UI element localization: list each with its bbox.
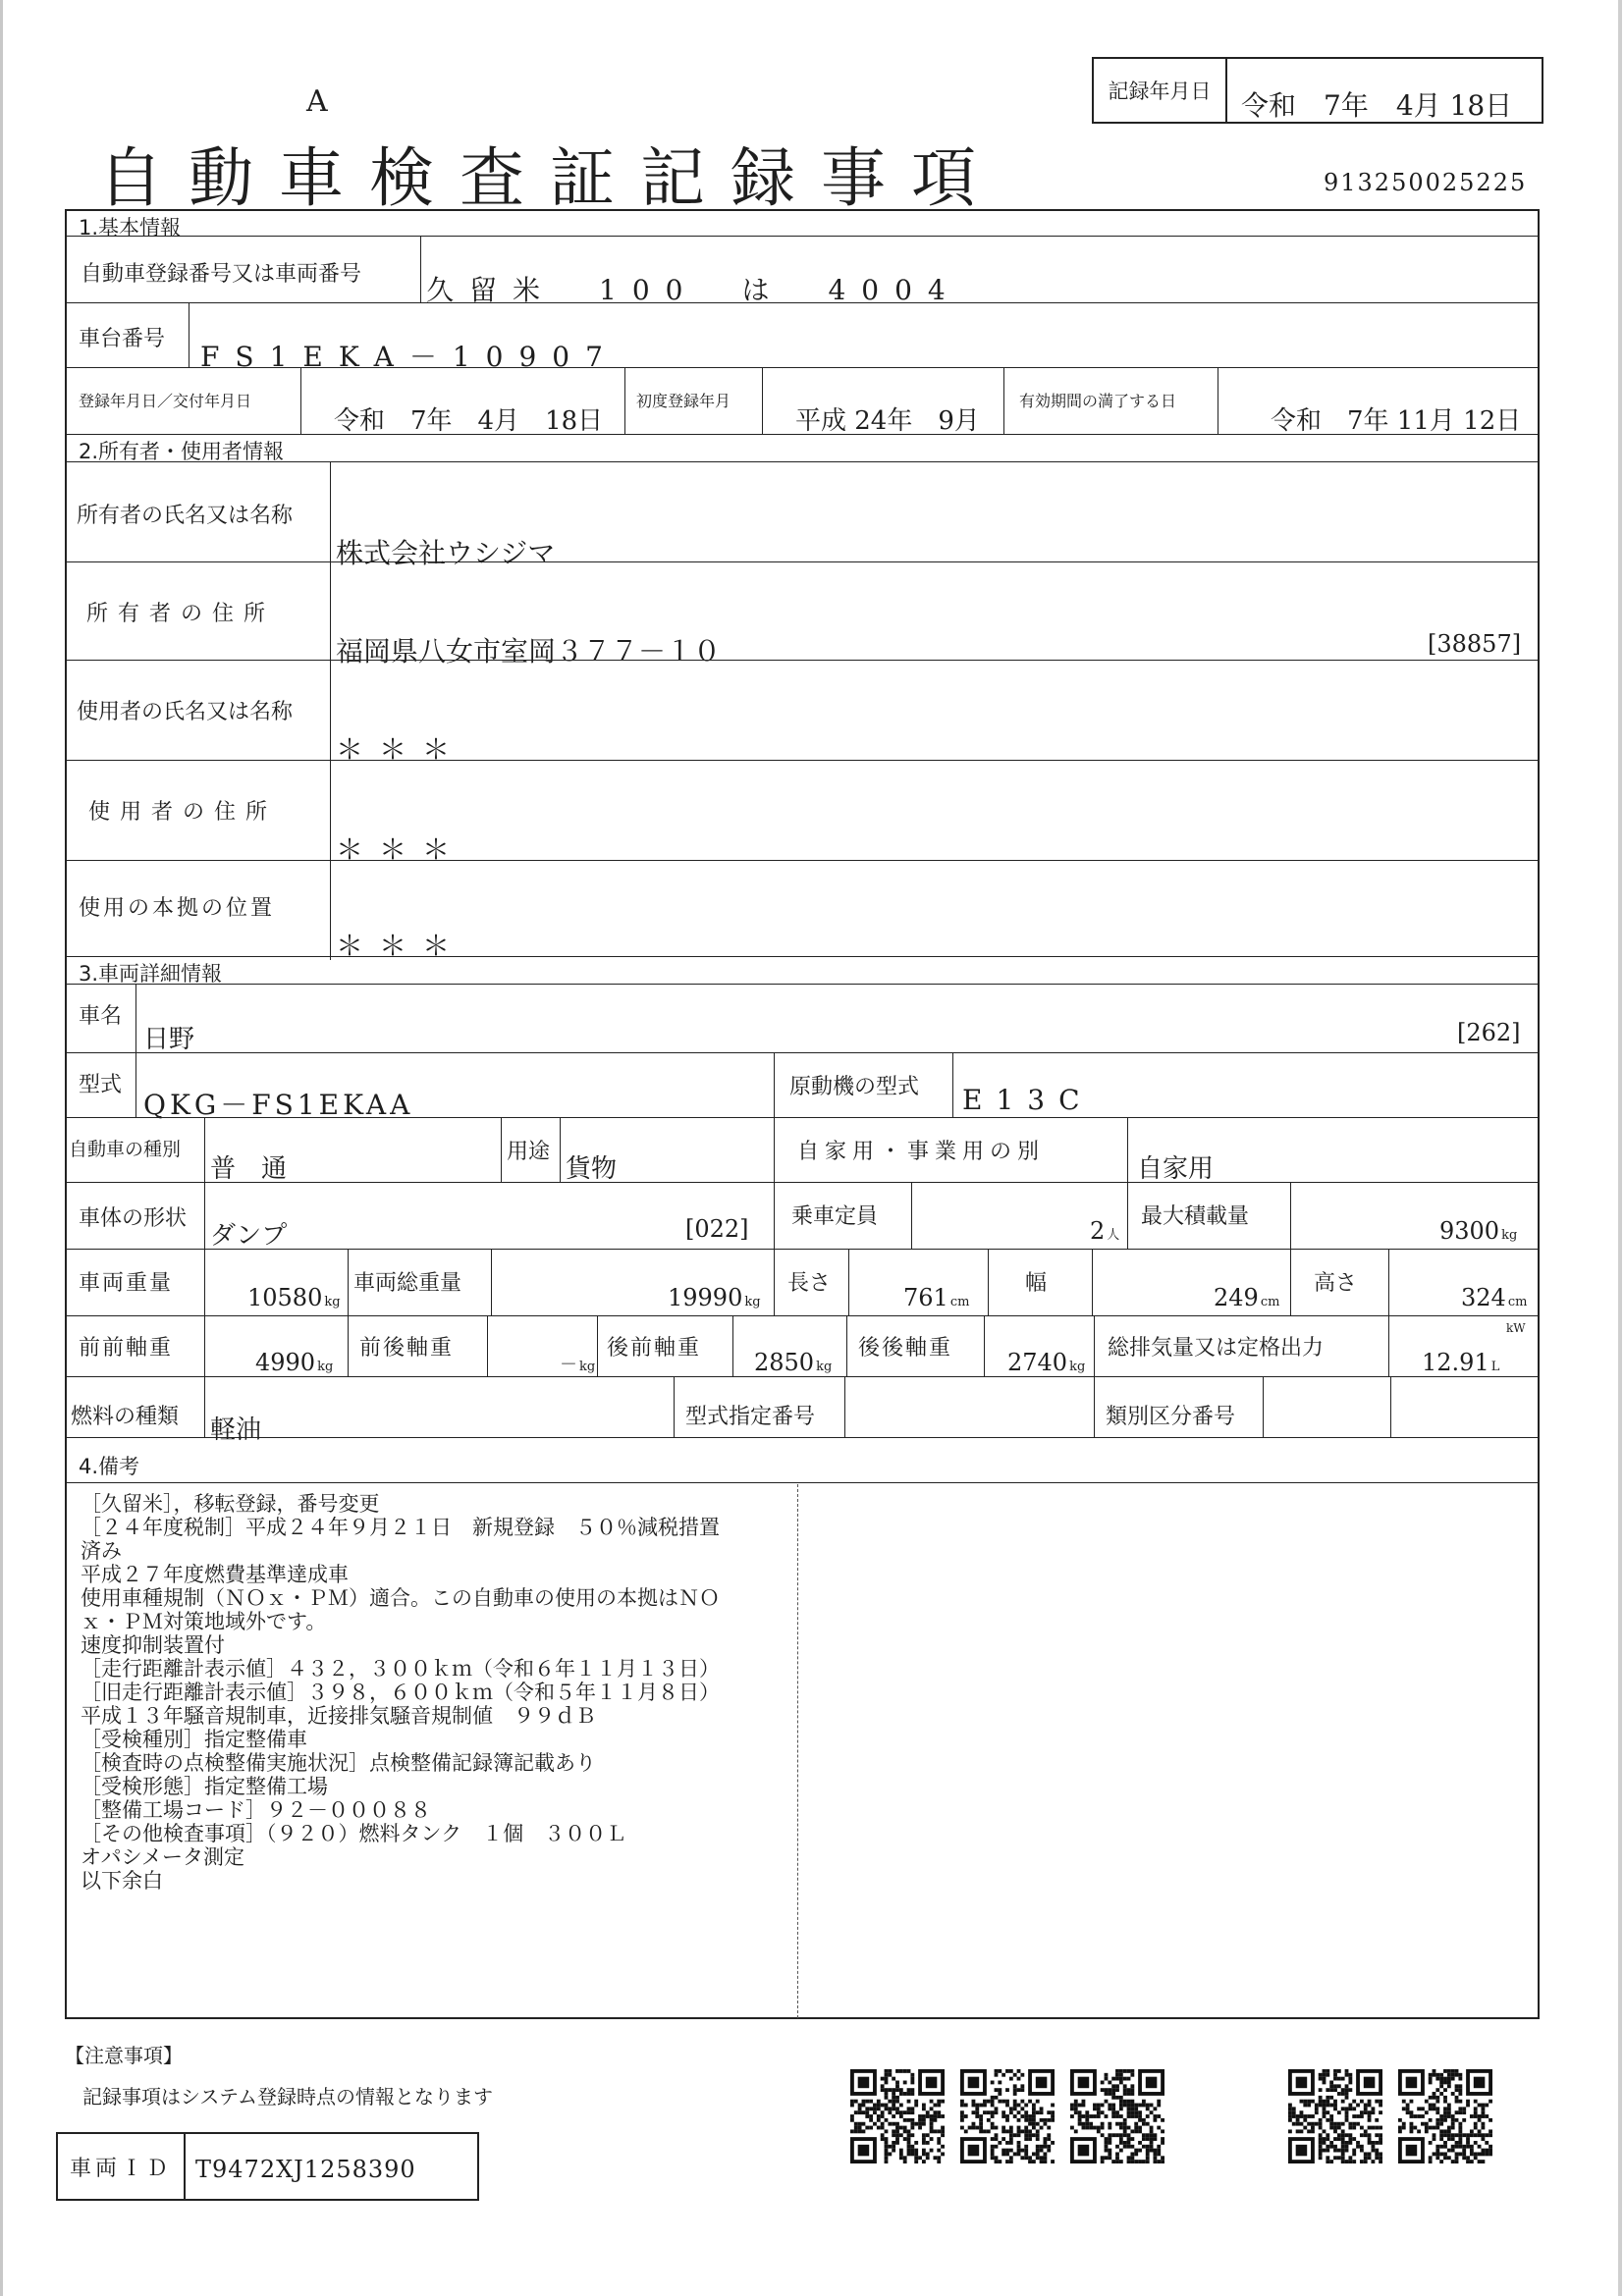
gross-weight-label: 車両総重量	[353, 1271, 462, 1296]
displacement-unit: L	[1490, 1360, 1500, 1374]
rear-rear-axle-unit: kg	[1069, 1360, 1086, 1374]
section-remarks-title: 4.備考	[79, 1455, 140, 1478]
cell-border	[487, 1315, 488, 1376]
displacement-value: 12.91	[1422, 1349, 1489, 1376]
make-label: 車名	[79, 1004, 123, 1029]
remark-line: ｘ・ＰＭ対策地域外です。	[81, 1610, 327, 1633]
rear-rear-axle-value: 2740	[1007, 1349, 1068, 1376]
row-divider	[65, 1376, 1540, 1377]
section-divider	[65, 236, 1540, 237]
remark-line: ［久留米］，移転登録，番号変更	[81, 1492, 380, 1516]
engine-model-value: E13C	[962, 1084, 1094, 1116]
height-value-cell	[1461, 1284, 1527, 1311]
gross-weight-value: 19990	[668, 1284, 743, 1311]
cell-border	[135, 984, 136, 1052]
cell-border	[624, 367, 625, 434]
remark-line: ［整備工場コード］９２－０００８８	[81, 1798, 431, 1822]
cell-border	[846, 1315, 847, 1376]
body-shape-label: 車体の形状	[79, 1206, 188, 1231]
width-value-cell	[1214, 1284, 1279, 1311]
user-name-value: ＊＊＊	[336, 733, 466, 766]
vehicle-id-box	[56, 2132, 479, 2201]
page-edge	[0, 0, 3, 2296]
cell-border	[774, 1182, 775, 1249]
remark-line: 使用車種規制（ＮＯｘ・ＰＭ）適合。この自動車の使用の本拠はＮＯ	[81, 1586, 720, 1610]
cell-border	[135, 1052, 136, 1117]
cell-border	[1127, 1117, 1128, 1182]
remark-line: 以下余白	[81, 1869, 163, 1893]
base-location-label: 使用の本拠の位置	[79, 896, 276, 921]
rear-rear-axle-value-cell	[1007, 1349, 1085, 1376]
vehicle-weight-value: 10580	[247, 1284, 323, 1311]
registration-number-label: 自動車登録番号又は車両番号	[81, 262, 362, 287]
cell-border	[204, 1315, 205, 1376]
notice-title: 【注意事項】	[65, 2044, 183, 2067]
owner-address-code: [38857]	[1428, 630, 1522, 658]
row-divider	[65, 367, 1540, 368]
page-title: 自動車検査証記録事項	[98, 140, 1001, 216]
section-divider	[65, 461, 1540, 462]
section-divider	[65, 984, 1540, 985]
cell-border	[560, 1117, 561, 1182]
front-rear-axle-value-cell	[560, 1351, 595, 1376]
front-rear-axle-value: －	[560, 1355, 577, 1375]
length-value: 761	[903, 1284, 948, 1311]
cell-border	[501, 1117, 502, 1182]
remark-line: ［受検形態］指定整備工場	[81, 1775, 328, 1798]
user-address-value: ＊＊＊	[336, 833, 466, 866]
owner-address-value: 福岡県八女市室岡３７７－１０	[336, 635, 722, 667]
form-mark: A	[306, 84, 328, 119]
cell-border	[420, 236, 421, 302]
cell-border	[732, 1315, 733, 1376]
section-divider	[65, 956, 1540, 957]
remark-line: ［旧走行距離計表示値］３９８，６００ｋｍ（令和５年１１月８日）	[81, 1681, 720, 1704]
length-unit: cm	[949, 1295, 970, 1309]
registration-date-value: 令和 7年 4月 18日	[334, 406, 604, 436]
qr-code-icon	[960, 2069, 1055, 2163]
row-divider	[65, 860, 1540, 861]
body-shape-code: [022]	[685, 1215, 749, 1243]
user-address-label: 使用者の住所	[88, 800, 278, 825]
front-rear-axle-label: 前後軸重	[359, 1336, 455, 1361]
model-label: 型式	[79, 1073, 123, 1097]
rear-front-axle-value-cell	[754, 1349, 832, 1376]
vehicle-type-value: 普 通	[210, 1154, 288, 1184]
cell-border	[774, 1052, 775, 1117]
cell-border	[1092, 1249, 1093, 1315]
cell-border	[204, 1117, 205, 1182]
cell-border	[848, 1249, 849, 1315]
front-front-axle-label: 前前軸重	[79, 1336, 174, 1361]
cell-border	[844, 1376, 845, 1437]
record-date-label: 記録年月日	[1094, 59, 1227, 122]
vehicle-weight-label: 車両重量	[79, 1271, 174, 1296]
vehicle-id-label: 車両ＩＤ	[58, 2134, 186, 2199]
qr-code-icon	[850, 2069, 945, 2163]
vehicle-weight-unit: kg	[324, 1295, 341, 1309]
document-number: 913250025225	[1324, 169, 1528, 196]
rear-front-axle-label: 後前軸重	[607, 1336, 702, 1361]
row-divider	[65, 1182, 1540, 1183]
page-edge	[1618, 0, 1622, 2296]
cell-border	[774, 1117, 775, 1182]
cell-border	[1094, 1376, 1095, 1437]
cell-border	[674, 1376, 675, 1437]
row-divider	[65, 1052, 1540, 1053]
section-divider	[65, 1482, 1540, 1483]
row-divider	[65, 660, 1540, 661]
cell-border	[348, 1315, 349, 1376]
row-divider	[65, 561, 1540, 562]
remark-line: ［検査時の点検整備実施状況］点検整備記録簿記載あり	[81, 1751, 596, 1775]
cell-border	[204, 1182, 205, 1249]
qr-code-icon	[1398, 2069, 1492, 2163]
remark-line: 平成２７年度燃費基準達成車	[81, 1563, 349, 1586]
cell-border	[330, 461, 331, 960]
cell-border	[204, 1249, 205, 1315]
capacity-value: 2	[1090, 1217, 1106, 1245]
use-label: 用途	[507, 1140, 551, 1164]
rear-front-axle-value: 2850	[754, 1349, 815, 1376]
cell-border	[491, 1249, 492, 1315]
remark-line: ［その他検査事項］（９２０）燃料タンク １個 ３００Ｌ	[81, 1822, 627, 1845]
expiry-date-value: 令和 7年 11月 12日	[1271, 406, 1522, 436]
body-shape-value: ダンプ	[210, 1221, 288, 1251]
qr-code-icon	[1288, 2069, 1382, 2163]
section-owner-title: 2.所有者・使用者情報	[79, 440, 285, 463]
cell-border	[762, 367, 763, 434]
first-registration-value: 平成 24年 9月	[795, 406, 980, 436]
remark-line: オパシメータ測定	[81, 1845, 244, 1869]
capacity-value-cell	[1090, 1217, 1119, 1245]
cell-border	[1290, 1249, 1291, 1315]
fuel-type-value: 軽油	[210, 1415, 262, 1445]
expiry-date-label: 有効期間の満了する日	[1019, 392, 1177, 410]
cell-border	[1263, 1376, 1264, 1437]
height-value: 324	[1461, 1284, 1506, 1311]
length-value-cell	[903, 1284, 969, 1311]
rear-rear-axle-label: 後後軸重	[858, 1336, 953, 1361]
capacity-label: 乗車定員	[791, 1204, 879, 1229]
registration-number-value: 久留米 100 は 4004	[426, 274, 961, 306]
cell-border	[952, 1052, 953, 1117]
cell-border	[988, 1249, 989, 1315]
cell-border	[1388, 1315, 1389, 1376]
cell-border	[300, 367, 301, 434]
displacement-label: 総排気量又は定格出力	[1108, 1336, 1325, 1361]
make-value: 日野	[143, 1025, 195, 1054]
cell-border	[1003, 367, 1004, 434]
owner-name-value: 株式会社ウシジマ	[336, 537, 556, 569]
remark-line: 平成１３年騒音規制車，近接排気騒音規制値 ９９ｄＢ	[81, 1704, 596, 1728]
qr-code-icon	[1070, 2069, 1164, 2163]
user-name-label: 使用者の氏名又は名称	[77, 700, 294, 724]
capacity-unit: 人	[1107, 1228, 1120, 1243]
remark-line: 速度抑制装置付	[81, 1633, 225, 1657]
row-divider	[65, 760, 1540, 761]
remark-line: 済み	[81, 1539, 122, 1563]
category-number-label: 類別区分番号	[1106, 1405, 1236, 1429]
type-designation-label: 型式指定番号	[685, 1405, 816, 1429]
cell-border	[774, 1249, 775, 1315]
max-load-value: 9300	[1439, 1217, 1500, 1245]
front-front-axle-value-cell	[255, 1349, 333, 1376]
remarks-column-divider	[797, 1484, 798, 2018]
make-code: [262]	[1457, 1019, 1521, 1046]
use-value: 貨物	[566, 1154, 618, 1184]
cell-border	[204, 1376, 205, 1437]
engine-model-label: 原動機の型式	[789, 1075, 920, 1099]
cell-border	[1390, 1376, 1391, 1437]
cell-border	[348, 1249, 349, 1315]
max-load-unit: kg	[1501, 1228, 1518, 1243]
row-divider	[65, 1117, 1540, 1118]
record-date-value: 令和 7年 4月 18日	[1241, 89, 1513, 122]
remark-line: ［受検種別］指定整備車	[81, 1728, 307, 1751]
cell-border	[1094, 1315, 1095, 1376]
cell-border	[911, 1182, 912, 1249]
record-date-box	[1092, 57, 1543, 124]
front-front-axle-unit: kg	[317, 1360, 334, 1374]
first-registration-label: 初度登録年月	[636, 392, 731, 410]
width-label: 幅	[1025, 1271, 1048, 1296]
chassis-number-label: 車台番号	[79, 327, 166, 351]
gross-weight-unit: kg	[744, 1295, 761, 1309]
height-unit: cm	[1507, 1295, 1528, 1309]
registration-date-label: 登録年月日／交付年月日	[79, 392, 252, 410]
cell-border	[1290, 1182, 1291, 1249]
displacement-value-cell	[1422, 1349, 1499, 1376]
max-load-label: 最大積載量	[1141, 1204, 1250, 1229]
base-location-value: ＊＊＊	[336, 930, 466, 962]
notice-text: 記録事項はシステム登録時点の情報となります	[82, 2085, 493, 2109]
cell-border	[1127, 1182, 1128, 1249]
row-divider	[65, 1315, 1540, 1316]
cell-border	[1388, 1249, 1389, 1315]
row-divider	[65, 302, 1540, 303]
vehicle-weight-value-cell	[247, 1284, 341, 1311]
front-rear-axle-unit: kg	[579, 1360, 596, 1374]
displacement-unit-kw: kW	[1506, 1321, 1526, 1335]
max-load-value-cell	[1439, 1217, 1517, 1245]
rear-front-axle-unit: kg	[816, 1360, 833, 1374]
private-business-label: 自家用・事業用の別	[797, 1140, 1046, 1164]
width-value: 249	[1214, 1284, 1259, 1311]
section-divider	[65, 434, 1540, 435]
model-value: QKG－FS1EKAA	[143, 1089, 414, 1121]
height-label: 高さ	[1314, 1271, 1358, 1296]
cell-border	[597, 1315, 598, 1376]
vehicle-id-value: T9472XJ1258390	[195, 2156, 416, 2183]
section-vehicle-title: 3.車両詳細情報	[79, 962, 223, 986]
cell-border	[984, 1315, 985, 1376]
chassis-number-value: FS1EKA－10907	[200, 341, 619, 373]
fuel-type-label: 燃料の種類	[71, 1405, 180, 1429]
remark-line: ［走行距離計表示値］４３２，３００ｋｍ（令和６年１１月１３日）	[81, 1657, 720, 1681]
gross-weight-value-cell	[668, 1284, 761, 1311]
row-divider	[65, 1249, 1540, 1250]
vehicle-type-label: 自動車の種別	[69, 1139, 182, 1160]
section-divider	[65, 1437, 1540, 1438]
width-unit: cm	[1260, 1295, 1280, 1309]
owner-name-label: 所有者の氏名又は名称	[77, 504, 294, 528]
remark-line: ［２４年度税制］平成２４年９月２１日 新規登録 ５０％減税措置	[81, 1516, 720, 1539]
section-basic-title: 1.基本情報	[79, 216, 182, 240]
owner-address-label: 所有者の住所	[86, 602, 276, 626]
front-front-axle-value: 4990	[255, 1349, 316, 1376]
private-business-value: 自家用	[1137, 1154, 1215, 1184]
length-label: 長さ	[787, 1271, 832, 1296]
